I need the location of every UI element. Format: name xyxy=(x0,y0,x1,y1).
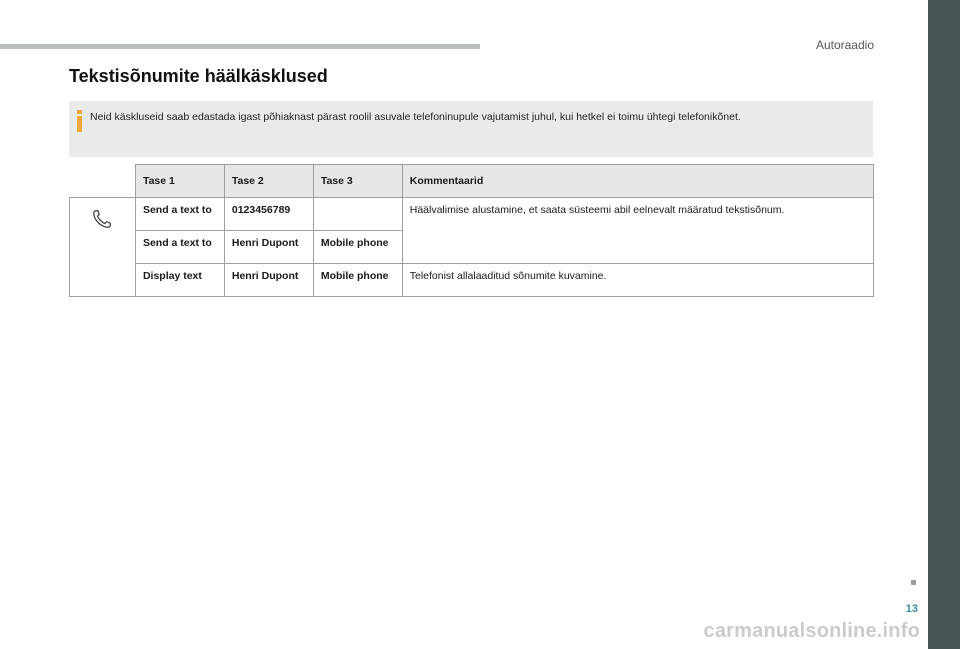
row2-level2: Henri Dupont xyxy=(224,231,313,264)
phone-cell xyxy=(70,198,136,297)
table-row xyxy=(70,198,874,231)
row2-level3: Mobile phone xyxy=(313,231,402,264)
page-title: Tekstisõnumite häälkäsklused xyxy=(69,66,328,86)
phone-handset-icon xyxy=(91,208,113,230)
row3-level3: Mobile phone xyxy=(313,264,402,297)
page-sidebar xyxy=(928,0,960,649)
row1-level1: Send a text to xyxy=(135,198,224,231)
row3-level2: Henri Dupont xyxy=(224,264,313,297)
table-header-comments: Kommentaarid xyxy=(402,165,873,198)
top-rule xyxy=(0,44,480,49)
table-header-row xyxy=(70,165,874,198)
row3-comment: Telefonist allalaaditud sõnumite kuvamine. xyxy=(402,264,873,297)
section-label: Autoraadio xyxy=(815,38,874,52)
page-number: 13 xyxy=(905,603,918,615)
row1-level2: 0123456789 xyxy=(224,198,313,231)
row1-comment: Häälvalimise alustamine, et saata süsteemi abil eelnevalt määratud tekstisõnum. xyxy=(402,198,873,264)
info-box xyxy=(69,101,873,157)
page-marker xyxy=(911,580,916,585)
info-text: Neid käskluseid saab edastada igast põhiaknast pärast roolil asuvale telefoninupule vajutamist juhul, kui hetkel ei toimu ühtegi telefonikõnet. xyxy=(90,111,741,123)
info-icon xyxy=(77,110,82,132)
table-header-blank xyxy=(70,165,136,198)
table-header-level3: Tase 3 xyxy=(313,165,402,198)
row3-level1: Display text xyxy=(135,264,224,297)
watermark: carmanualsonline.info xyxy=(703,620,920,642)
table-header-level1: Tase 1 xyxy=(135,165,224,198)
voice-command-table xyxy=(69,164,874,297)
table-row xyxy=(70,264,874,297)
row1-level3 xyxy=(313,198,402,231)
table-header-level2: Tase 2 xyxy=(224,165,313,198)
row2-level1: Send a text to xyxy=(135,231,224,264)
